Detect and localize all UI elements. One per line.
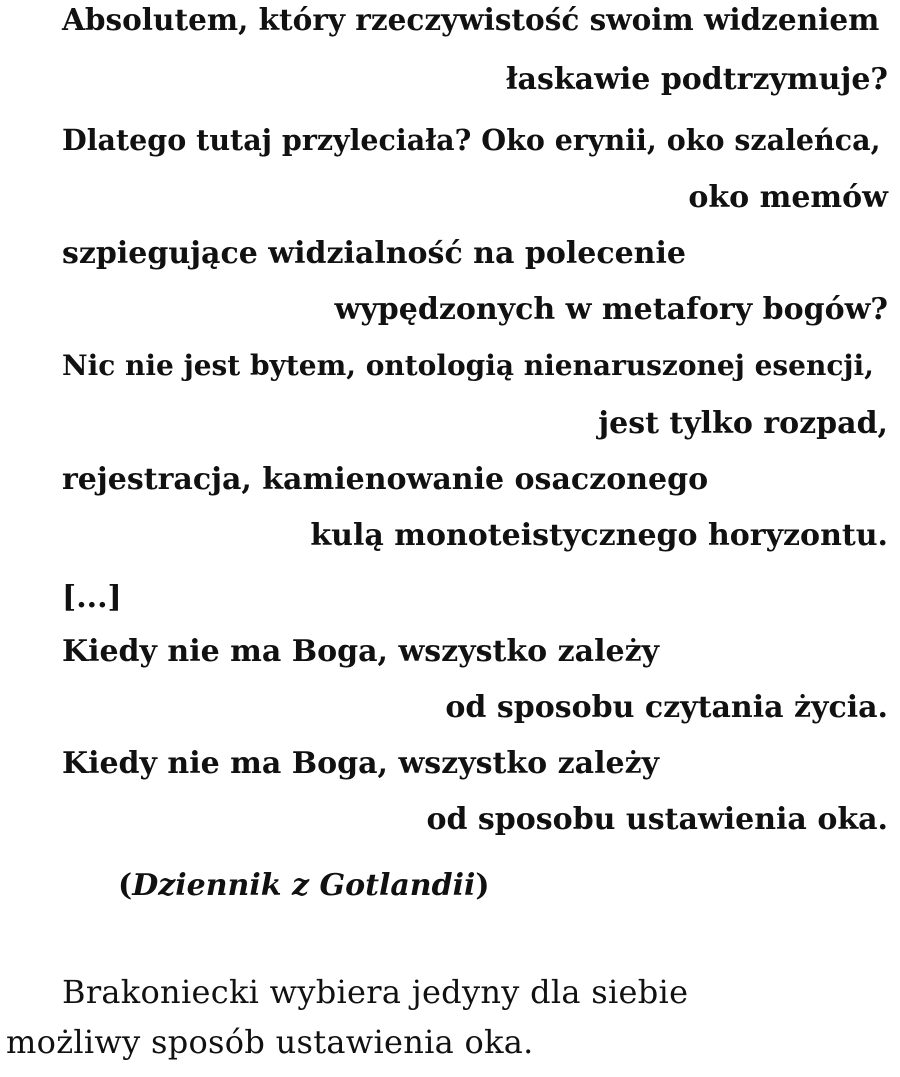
poem-line-13: Kiedy nie ma Boga, wszystko zależy <box>62 746 660 781</box>
poem-source-citation <box>118 868 490 904</box>
source-close-paren: ) <box>475 868 490 903</box>
poem-line-10: kulą monoteistycznego horyzontu. <box>310 518 888 553</box>
poem-line-5: szpiegujące widzialność na polecenie <box>62 236 686 271</box>
poem-line-11: Kiedy nie ma Boga, wszystko zależy <box>62 634 660 669</box>
poem-line-9: rejestracja, kamienowanie osaczonego <box>62 462 709 497</box>
poem-line-14: od sposobu ustawienia oka. <box>426 802 888 837</box>
poem-line-3: Dlatego tutaj przyleciała? Oko erynii, oko szaleńca, <box>62 123 881 157</box>
poem-line-6: wypędzonych w metafory bogów? <box>334 292 888 327</box>
prose-line-1: Brakoniecki wybiera jedyny dla siebie <box>62 973 689 1011</box>
poem-line-1: Absolutem, który rzeczywistość swoim widzeniem <box>62 2 880 37</box>
source-open-paren: ( <box>118 868 133 903</box>
poem-line-2: łaskawie podtrzymuje? <box>505 62 888 97</box>
poem-line-4: oko memów <box>688 180 888 215</box>
poem-ellipsis: [...] <box>62 580 122 615</box>
source-title: Dziennik z Gotlandii <box>132 868 476 903</box>
prose-line-2: możliwy sposób ustawienia oka. <box>6 1023 534 1061</box>
poem-line-7: Nic nie jest bytem, ontologią nienaruszonej esencji, <box>62 349 874 382</box>
poem-line-12: od sposobu czytania życia. <box>445 690 888 725</box>
poem-line-8: jest tylko rozpad, <box>598 406 888 441</box>
